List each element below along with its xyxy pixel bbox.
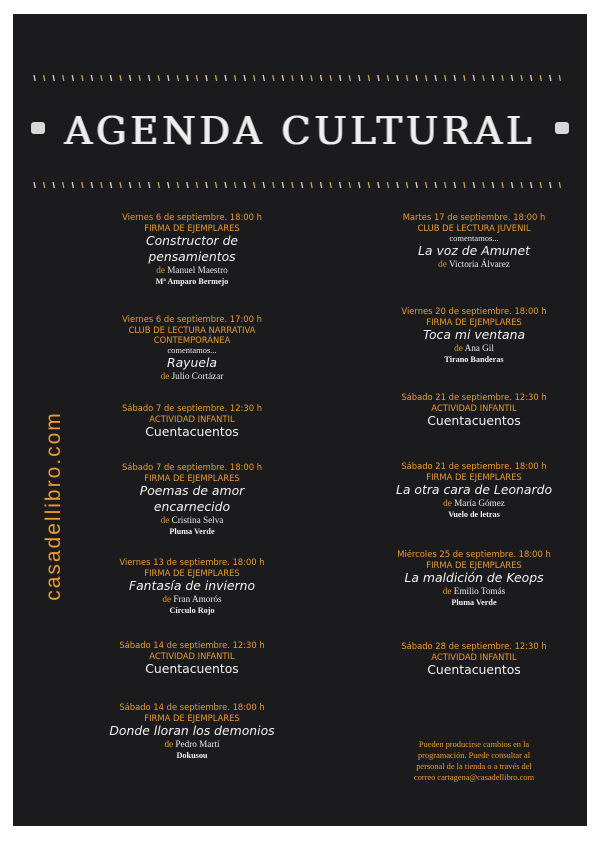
dash-mark xyxy=(416,182,417,188)
event-author: de María Gómez xyxy=(443,498,505,508)
dash-mark xyxy=(263,182,264,188)
dash-mark xyxy=(397,75,398,81)
dash-mark xyxy=(359,182,360,188)
event-item xyxy=(371,392,577,429)
dash-mark xyxy=(340,182,341,188)
event-category: FIRMA DE EJEMPLARES xyxy=(426,317,522,327)
event-category: FIRMA DE EJEMPLARES xyxy=(426,472,522,482)
event-publisher: Dokusou xyxy=(176,751,208,760)
dash-mark xyxy=(301,182,302,188)
dash-mark xyxy=(368,182,369,188)
event-category: FIRMA DE EJEMPLARES xyxy=(144,473,240,483)
poster xyxy=(13,14,587,826)
dash-mark xyxy=(254,182,255,188)
dash-mark xyxy=(149,182,150,188)
dash-mark xyxy=(454,75,455,81)
dash-mark xyxy=(540,75,541,81)
dash-mark xyxy=(282,75,283,81)
dash-mark xyxy=(359,75,360,81)
dash-mark xyxy=(492,75,493,81)
dash-mark xyxy=(244,182,245,188)
event-date: Sábado 21 de septiembre. 18:00 h xyxy=(401,461,547,471)
event-comment: comentamos... xyxy=(167,345,217,355)
dash-mark xyxy=(502,75,503,81)
event-publisher: Vuelo de letras xyxy=(448,510,500,519)
event-publisher: Círculo Rojo xyxy=(169,606,215,615)
event-category: FIRMA DE EJEMPLARES xyxy=(144,568,240,578)
dash-mark xyxy=(206,182,207,188)
dash-mark xyxy=(512,182,513,188)
event-category: FIRMA DE EJEMPLARES xyxy=(426,560,522,570)
dash-mark xyxy=(235,182,236,188)
event-date: Sábado 14 de septiembre. 18:00 h xyxy=(119,702,265,712)
event-date: Sábado 7 de septiembre. 12:30 h xyxy=(121,403,263,413)
dash-mark xyxy=(149,75,150,81)
dash-mark xyxy=(34,182,35,188)
event-title: La voz de Amunet xyxy=(418,243,530,258)
dash-mark xyxy=(225,75,226,81)
event-author: de Julio Cortázar xyxy=(160,371,224,381)
dash-mark xyxy=(53,182,54,188)
event-category: CLUB DE LECTURA NARRATIVA CONTEMPORÁNEA xyxy=(128,325,256,345)
dash-mark xyxy=(130,182,131,188)
event-item xyxy=(99,557,285,616)
dash-mark xyxy=(426,75,427,81)
event-title: La otra cara de Leonardo xyxy=(395,482,553,497)
dash-mark xyxy=(483,75,484,81)
dash-mark xyxy=(330,75,331,81)
dash-mark xyxy=(110,75,111,81)
dash-mark xyxy=(263,75,264,81)
dash-mark xyxy=(531,182,532,188)
dash-mark xyxy=(531,75,532,81)
dash-mark xyxy=(540,182,541,188)
dash-mark xyxy=(330,182,331,188)
event-author: de Emilio Tomás xyxy=(442,586,506,596)
dash-mark xyxy=(301,75,302,81)
dash-mark xyxy=(168,75,169,81)
dash-mark xyxy=(120,182,121,188)
event-item xyxy=(99,314,285,382)
dash-mark xyxy=(473,182,474,188)
dash-mark xyxy=(349,75,350,81)
dash-mark xyxy=(158,75,159,81)
event-title: Cuentacuentos xyxy=(145,661,239,676)
event-category: CLUB DE LECTURA JUVENIL xyxy=(417,223,531,233)
event-title: Poemas de amor encarnecido xyxy=(139,483,245,514)
dash-mark xyxy=(168,182,169,188)
dash-mark xyxy=(34,75,35,81)
event-title: Donde lloran los demonios xyxy=(109,723,275,738)
dash-mark xyxy=(91,182,92,188)
event-title: Toca mi ventana xyxy=(422,327,526,342)
dash-mark xyxy=(63,182,64,188)
dash-mark xyxy=(435,75,436,81)
event-publisher: Tirano Banderas xyxy=(444,355,504,364)
website-vertical: casadellibro.com xyxy=(42,411,65,601)
dash-mark xyxy=(445,182,446,188)
dash-mark xyxy=(53,75,54,81)
dash-mark xyxy=(559,182,560,188)
dash-mark xyxy=(426,182,427,188)
event-item xyxy=(371,549,577,608)
event-category: ACTIVIDAD INFANTIL xyxy=(431,652,517,662)
dash-mark xyxy=(387,75,388,81)
dash-mark xyxy=(273,182,274,188)
event-title: Cuentacuentos xyxy=(427,413,521,428)
dash-mark xyxy=(311,182,312,188)
dash-mark xyxy=(378,75,379,81)
dash-mark xyxy=(521,75,522,81)
event-date: Viernes 13 de septiembre. 18:00 h xyxy=(119,557,265,567)
event-publisher: Mª Amparo Bermejo xyxy=(155,277,229,286)
dash-mark xyxy=(311,75,312,81)
dash-mark xyxy=(101,182,102,188)
dash-mark xyxy=(63,75,64,81)
dash-mark xyxy=(91,75,92,81)
dash-mark xyxy=(72,182,73,188)
event-title: La maldición de Keops xyxy=(404,570,544,585)
dash-mark xyxy=(72,75,73,81)
dash-mark xyxy=(502,182,503,188)
event-date: Miércoles 25 de septiembre. 18:00 h xyxy=(397,549,551,559)
dash-mark xyxy=(512,75,513,81)
dash-mark xyxy=(139,75,140,81)
event-title: Rayuela xyxy=(166,355,218,370)
dash-mark xyxy=(177,75,178,81)
top-dash-border xyxy=(31,73,569,83)
event-item xyxy=(371,306,577,365)
dash-mark xyxy=(292,75,293,81)
event-item xyxy=(99,403,285,440)
event-date: Martes 17 de septiembre. 18:00 h xyxy=(402,212,546,222)
event-item xyxy=(371,641,577,678)
event-author: de Manuel Maestro xyxy=(156,265,228,275)
event-comment: comentamos... xyxy=(449,233,499,243)
event-title: Cuentacuentos xyxy=(427,662,521,677)
dash-mark xyxy=(158,182,159,188)
dash-mark xyxy=(492,182,493,188)
dash-mark xyxy=(483,182,484,188)
event-author: de Victoria Álvarez xyxy=(438,259,510,269)
dash-mark xyxy=(139,182,140,188)
event-author: de Cristina Selva xyxy=(160,515,224,525)
event-category: ACTIVIDAD INFANTIL xyxy=(149,414,235,424)
event-item xyxy=(371,461,577,520)
dash-mark xyxy=(378,182,379,188)
event-item xyxy=(99,640,285,677)
dash-mark xyxy=(521,182,522,188)
dash-mark xyxy=(559,75,560,81)
dash-mark xyxy=(321,75,322,81)
schedule-note: Pueden producirse cambios en la programación. Puede consultar al personal de la tienda o a través del correo cartagena@casadellibro.com xyxy=(413,740,535,782)
dash-mark xyxy=(416,75,417,81)
dash-mark xyxy=(44,75,45,81)
event-publisher: Pluma Verde xyxy=(451,598,497,607)
dash-mark xyxy=(406,182,407,188)
dash-mark xyxy=(187,182,188,188)
dash-mark xyxy=(321,182,322,188)
dash-mark xyxy=(282,182,283,188)
dash-mark xyxy=(349,182,350,188)
dash-mark xyxy=(82,182,83,188)
right-bullet-icon xyxy=(555,122,569,134)
event-date: Sábado 7 de septiembre. 18:00 h xyxy=(121,462,263,472)
event-item xyxy=(371,212,577,270)
dash-mark xyxy=(101,75,102,81)
event-date: Viernes 6 de septiembre. 18:00 h xyxy=(122,212,262,222)
event-category: ACTIVIDAD INFANTIL xyxy=(149,651,235,661)
event-item xyxy=(99,462,285,537)
event-category: FIRMA DE EJEMPLARES xyxy=(144,223,240,233)
dash-mark xyxy=(340,75,341,81)
dash-mark xyxy=(225,182,226,188)
dash-mark xyxy=(215,75,216,81)
dash-mark xyxy=(292,182,293,188)
event-date: Sábado 21 de septiembre. 12:30 h xyxy=(401,392,547,402)
dash-mark xyxy=(244,75,245,81)
dash-mark xyxy=(82,75,83,81)
dash-mark xyxy=(464,75,465,81)
dash-mark xyxy=(196,182,197,188)
dash-mark xyxy=(130,75,131,81)
event-date: Viernes 6 de septiembre. 17:00 h xyxy=(122,314,262,324)
event-title: Constructor de pensamientos xyxy=(145,233,239,264)
event-title: Fantasía de invierno xyxy=(128,578,256,593)
dash-mark xyxy=(368,75,369,81)
dash-mark xyxy=(120,75,121,81)
dash-mark xyxy=(206,75,207,81)
page-title: AGENDA CULTURAL xyxy=(64,109,536,153)
dash-mark xyxy=(110,182,111,188)
event-item xyxy=(99,212,285,287)
dash-mark xyxy=(187,75,188,81)
event-category: ACTIVIDAD INFANTIL xyxy=(431,403,517,413)
event-author: de Fran Amorós xyxy=(162,594,222,604)
dash-mark xyxy=(196,75,197,81)
dash-mark xyxy=(397,182,398,188)
dash-mark xyxy=(550,75,551,81)
dash-mark xyxy=(387,182,388,188)
dash-mark xyxy=(254,75,255,81)
dash-mark xyxy=(235,75,236,81)
dash-mark xyxy=(550,182,551,188)
event-author: de Pedro Martí xyxy=(164,739,220,749)
event-date: Viernes 20 de septiembre. 18:00 h xyxy=(401,306,547,316)
dash-mark xyxy=(454,182,455,188)
event-date: Sábado 28 de septiembre. 12:30 h xyxy=(401,641,547,651)
bottom-dash-border xyxy=(31,180,569,190)
dash-mark xyxy=(473,75,474,81)
dash-mark xyxy=(435,182,436,188)
event-publisher: Pluma Verde xyxy=(169,527,215,536)
dash-mark xyxy=(273,75,274,81)
dash-mark xyxy=(44,182,45,188)
event-date: Sábado 14 de septiembre. 12:30 h xyxy=(119,640,265,650)
event-category: FIRMA DE EJEMPLARES xyxy=(144,713,240,723)
dash-mark xyxy=(406,75,407,81)
event-title: Cuentacuentos xyxy=(145,424,239,439)
dash-mark xyxy=(464,182,465,188)
event-item xyxy=(99,702,285,761)
dash-mark xyxy=(177,182,178,188)
dash-mark xyxy=(215,182,216,188)
dash-mark xyxy=(445,75,446,81)
event-author: de Ana Gil xyxy=(454,343,494,353)
